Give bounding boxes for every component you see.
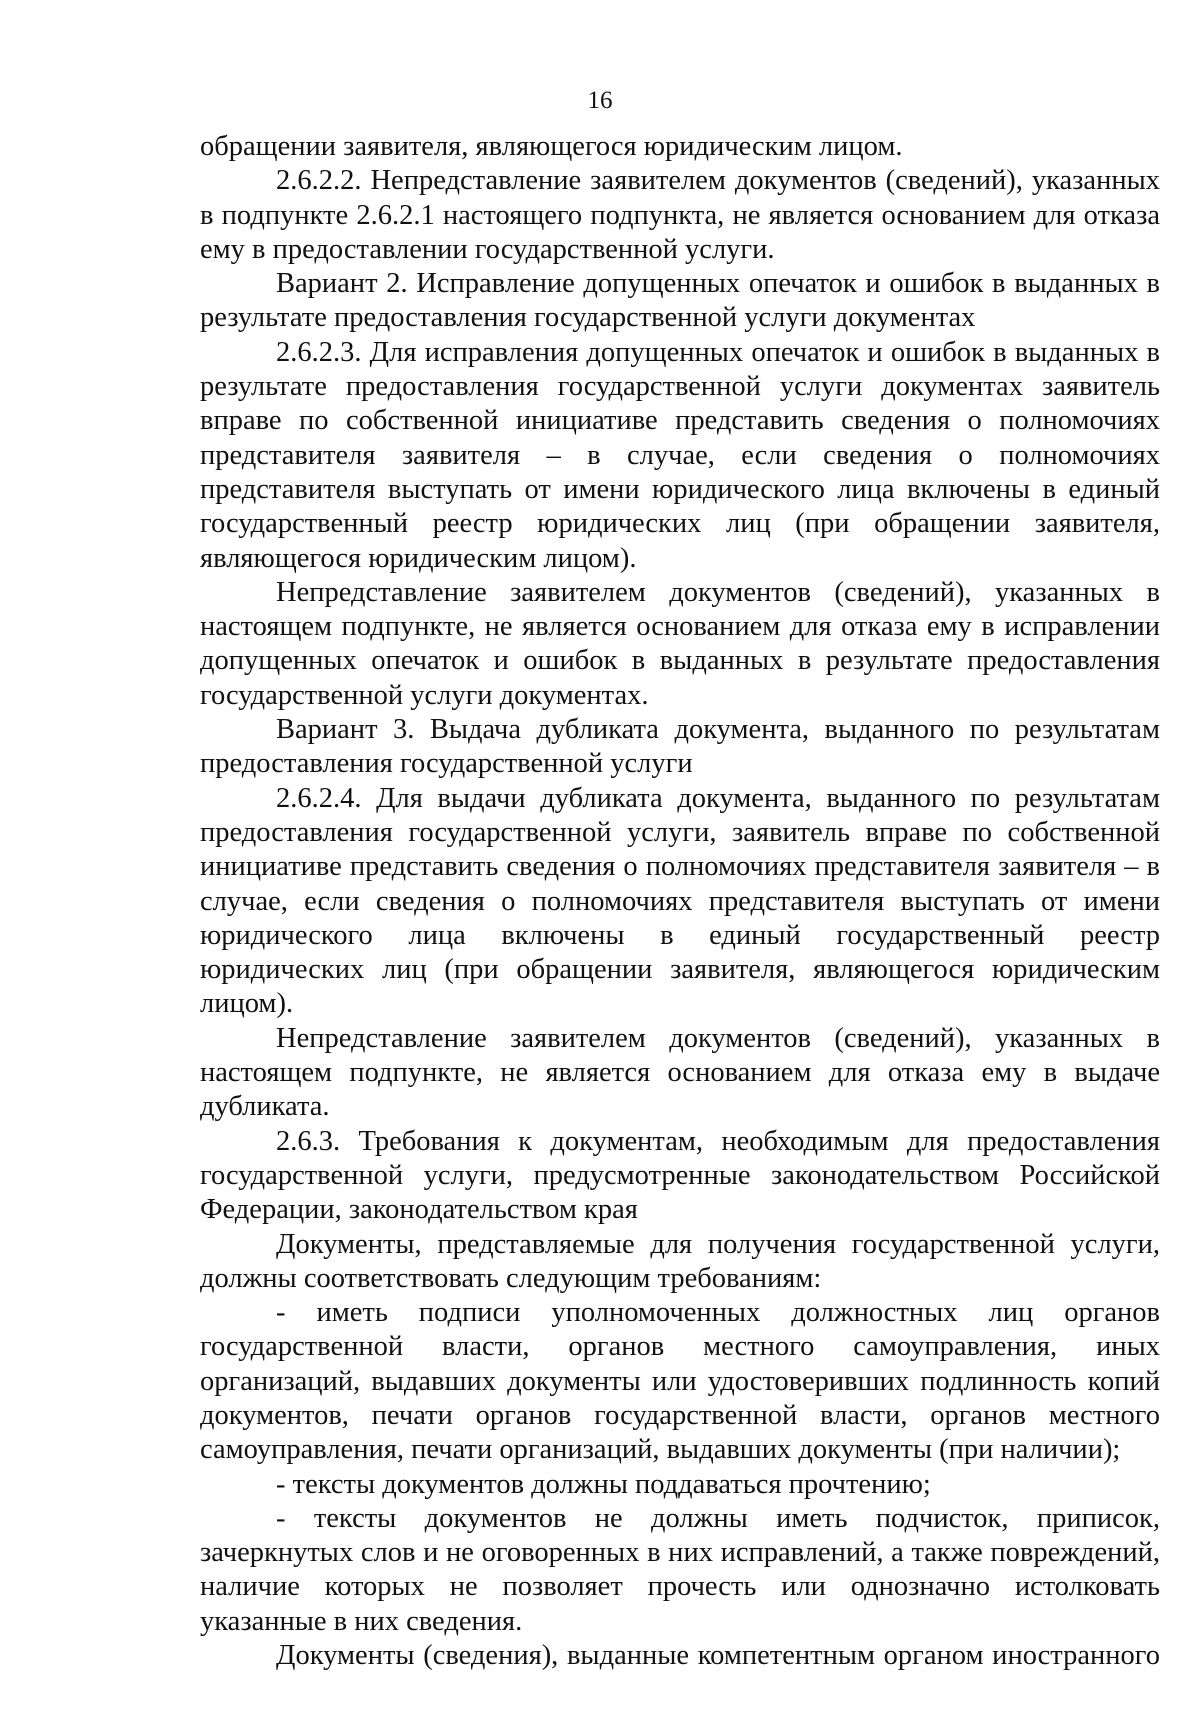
document-body xyxy=(200,130,1160,1673)
paragraph-2-6-3: 2.6.3. Требования к документам, необходимым для предоставления государственной услуги, предусмотренные законодательством Российской Федерации, законодательством края xyxy=(200,1125,1160,1226)
page-number: 16 xyxy=(587,87,613,114)
heading-variant-3: Вариант 3. Выдача дубликата документа, выданного по результатам предоставления государственной услуги xyxy=(200,714,1160,780)
paragraph-2-6-2-3: 2.6.2.3. Для исправления допущенных опечаток и ошибок в выданных в результате предоставления государственной услуги документах заявитель вправе по собственной инициативе представить сведения о полномочиях представителя заявителя – в случае, если сведения о полномочиях представителя выступать от имени юридического лица включены в единый государственный реестр юридических лиц (при обращении заявителя, являющегося юридическим лицом). xyxy=(200,336,1160,574)
paragraph-2-6-2-2: 2.6.2.2. Непредставление заявителем документов (сведений), указанных в подпункте 2.6.2.1 настоящего подпункта, не является основанием для отказа ему в предоставлении государственной услуги. xyxy=(200,165,1160,265)
paragraph-2-6-2-4: 2.6.2.4. Для выдачи дубликата документа, выданного по результатам предоставления государственной услуги, заявитель вправе по собственной инициативе представить сведения о полномочиях представителя заявителя – в случае, если сведения о полномочиях представителя выступать от имени юридического лица включены в единый государственный реестр юридических лиц (при обращении заявителя, являющегося юридическим лицом). xyxy=(200,782,1160,1020)
heading-variant-2: Вариант 2. Исправление допущенных опечаток и ошибок в выданных в результате предоставления государственной услуги документах xyxy=(200,268,1160,334)
paragraph-requirements-intro: Документы, представляемые для получения государственной услуги, должны соответствовать следующим требованиям: xyxy=(200,1228,1160,1294)
requirement-item-no-corrections: - тексты документов не должны иметь подчисток, приписок, зачеркнутых слов и не оговоренных в них исправлений, а также повреждений, наличие которых не позволяет прочесть или однозначно истолковать указанные в них сведения. xyxy=(200,1502,1160,1637)
paragraph-foreign-documents: Документы (сведения), выданные компетентным органом иностранного xyxy=(276,1640,1160,1672)
requirement-item-signatures: - иметь подписи уполномоченных должностных лиц органов государственной власти, органов местного самоуправления, иных организаций, выдавших документы или удостоверивших подлинность копий документов, печати органов государственной власти, органов местного самоуправления, печати организаций, выдавших документы (при наличии); xyxy=(200,1297,1160,1466)
paragraph-non-submission-2: Непредставление заявителем документов (сведений), указанных в настоящем подпункте, не является основанием для отказа ему в выдаче дубликата. xyxy=(200,1022,1160,1123)
requirement-item-readable: - тексты документов должны поддаваться прочтению; xyxy=(276,1468,931,1500)
paragraph-non-submission-1: Непредставление заявителем документов (сведений), указанных в настоящем подпункте, не является основанием для отказа ему в исправлении допущенных опечаток и ошибок в выданных в результате предоставления государственной услуги документах. xyxy=(200,576,1160,711)
paragraph-continuation: обращении заявителя, являющегося юридическим лицом. xyxy=(200,131,903,162)
